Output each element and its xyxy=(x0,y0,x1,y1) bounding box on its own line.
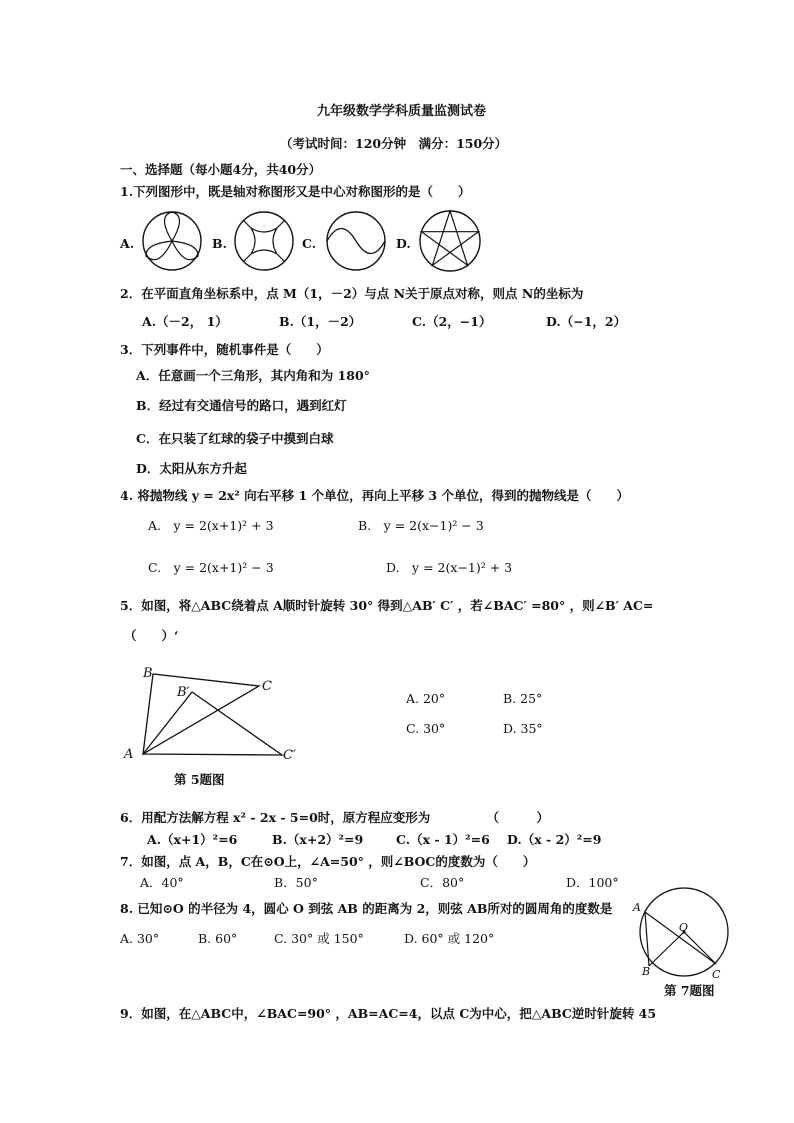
q1-option-a-label: A. xyxy=(120,236,135,251)
page-title: 九年级数学学科质量监测试卷 xyxy=(317,104,487,119)
q5-point-b-prime: B′ xyxy=(177,685,190,700)
q1-option-d-label: D. xyxy=(396,236,411,251)
q4-option-b: B. y = 2(x−1)² − 3 xyxy=(358,518,484,533)
q7-option-d: D．100° xyxy=(566,875,619,890)
q7-point-c: C xyxy=(712,968,721,981)
question-4-stem: 4. 将抛物线 y = 2x² 向右平移 1 个单位，再向上平移 3 个单位，得到的抛物线是（ ） xyxy=(120,488,629,503)
q5-point-c: C xyxy=(262,679,272,694)
q4-option-c: C. y = 2(x+1)² − 3 xyxy=(148,560,274,575)
q4-option-d: D. y = 2(x−1)² + 3 xyxy=(386,560,513,575)
q5-option-b: B. 25° xyxy=(503,691,543,706)
q5-point-a: A xyxy=(124,747,134,762)
question-7-stem: 7．如图，点 A，B，C在⊙O上，∠A=50° ，则∠BOC的度数为（ ） xyxy=(120,854,536,869)
q7-point-a: A xyxy=(633,901,641,914)
question-5-stem-cont: （ ）‘ xyxy=(124,628,179,643)
concave-square-circle-icon xyxy=(229,206,299,276)
question-9-stem: 9．如图，在△ABC中，∠BAC=90° ，AB=AC=4，以点 C为中心，把△ABC逆时针旋转 45 xyxy=(120,1006,657,1021)
q5-point-b: B xyxy=(143,666,153,681)
exam-info: （考试时间：120分钟 满分：150分） xyxy=(280,136,508,151)
q3-option-b: B．经过有交通信号的路口，遇到红灯 xyxy=(136,398,347,413)
question-6-stem: 6．用配方法解方程 x² - 2x - 5=0时，原方程应变形为 （ ） xyxy=(120,810,550,825)
q4-option-a: A. y = 2(x+1)² + 3 xyxy=(148,518,274,533)
question-1-stem: 1.下列图形中，既是轴对称图形又是中心对称图形的是（ ） xyxy=(120,184,471,199)
q6-option-b: B.（x+2）²=9 xyxy=(272,832,364,847)
question-5-stem: 5．如图，将△ABC绕着点 A顺时针旋转 30° 得到△AB′ C′ ，若∠BAC′ =80° ，则∠B′ AC= xyxy=(120,598,654,613)
q7-option-c: C．80° xyxy=(420,875,465,890)
q8-option-b: B. 60° xyxy=(198,931,238,946)
q7-option-a: A．40° xyxy=(140,875,184,890)
q8-option-d: D. 60° 或 120° xyxy=(404,931,495,946)
q3-option-c: C．在只装了红球的袋子中摸到白球 xyxy=(136,431,334,446)
q7-point-o: O xyxy=(679,921,689,934)
q5-point-c-prime: C′ xyxy=(283,748,296,763)
question-8-stem: 8. 已知⊙O 的半径为 4，圆心 O 到弦 AB 的距离为 2，则弦 AB所对的圆周角的度数是 xyxy=(120,901,613,916)
q2-option-d: D.（−1，2） xyxy=(546,314,627,329)
q1-option-b-label: B. xyxy=(212,236,227,251)
q2-option-a: A.（－2， 1） xyxy=(142,314,228,329)
q5-figure-caption: 第 5题图 xyxy=(174,772,225,787)
pentagram-circle-icon xyxy=(414,205,486,277)
q3-option-d: D．太阳从东方升起 xyxy=(136,461,247,476)
q6-option-d: D.（x - 2）²=9 xyxy=(507,832,602,847)
q7-figure-caption: 第 7题图 xyxy=(664,983,715,998)
q5-option-a: A. 20° xyxy=(406,691,446,706)
question-2-stem: 2．在平面直角坐标系中，点 M（1，－2）与点 N关于原点对称，则点 N的坐标为 xyxy=(120,286,584,301)
q8-option-c: C. 30° 或 150° xyxy=(274,931,364,946)
question-3-stem: 3．下列事件中，随机事件是（ ） xyxy=(120,342,329,357)
s-curve-circle-icon xyxy=(321,206,391,276)
three-petal-circle-icon xyxy=(137,206,207,276)
section-heading: 一、选择题（每小题4分，共40分） xyxy=(120,162,322,177)
q3-option-a: A．任意画一个三角形，其内角和为 180° xyxy=(136,368,370,383)
q8-option-a: A. 30° xyxy=(120,931,160,946)
q7-option-b: B．50° xyxy=(274,875,318,890)
q2-option-b: B.（1，－2） xyxy=(279,314,362,329)
q5-option-d: D. 35° xyxy=(503,721,543,736)
q5-option-c: C. 30° xyxy=(406,721,446,736)
q6-option-a: A.（x+1）²=6 xyxy=(147,832,238,847)
q2-option-c: C.（2，−1） xyxy=(412,314,492,329)
q7-point-b: B xyxy=(642,965,651,978)
q1-option-c-label: C. xyxy=(302,236,317,251)
q6-option-c: C.（x - 1）²=6 xyxy=(396,832,490,847)
